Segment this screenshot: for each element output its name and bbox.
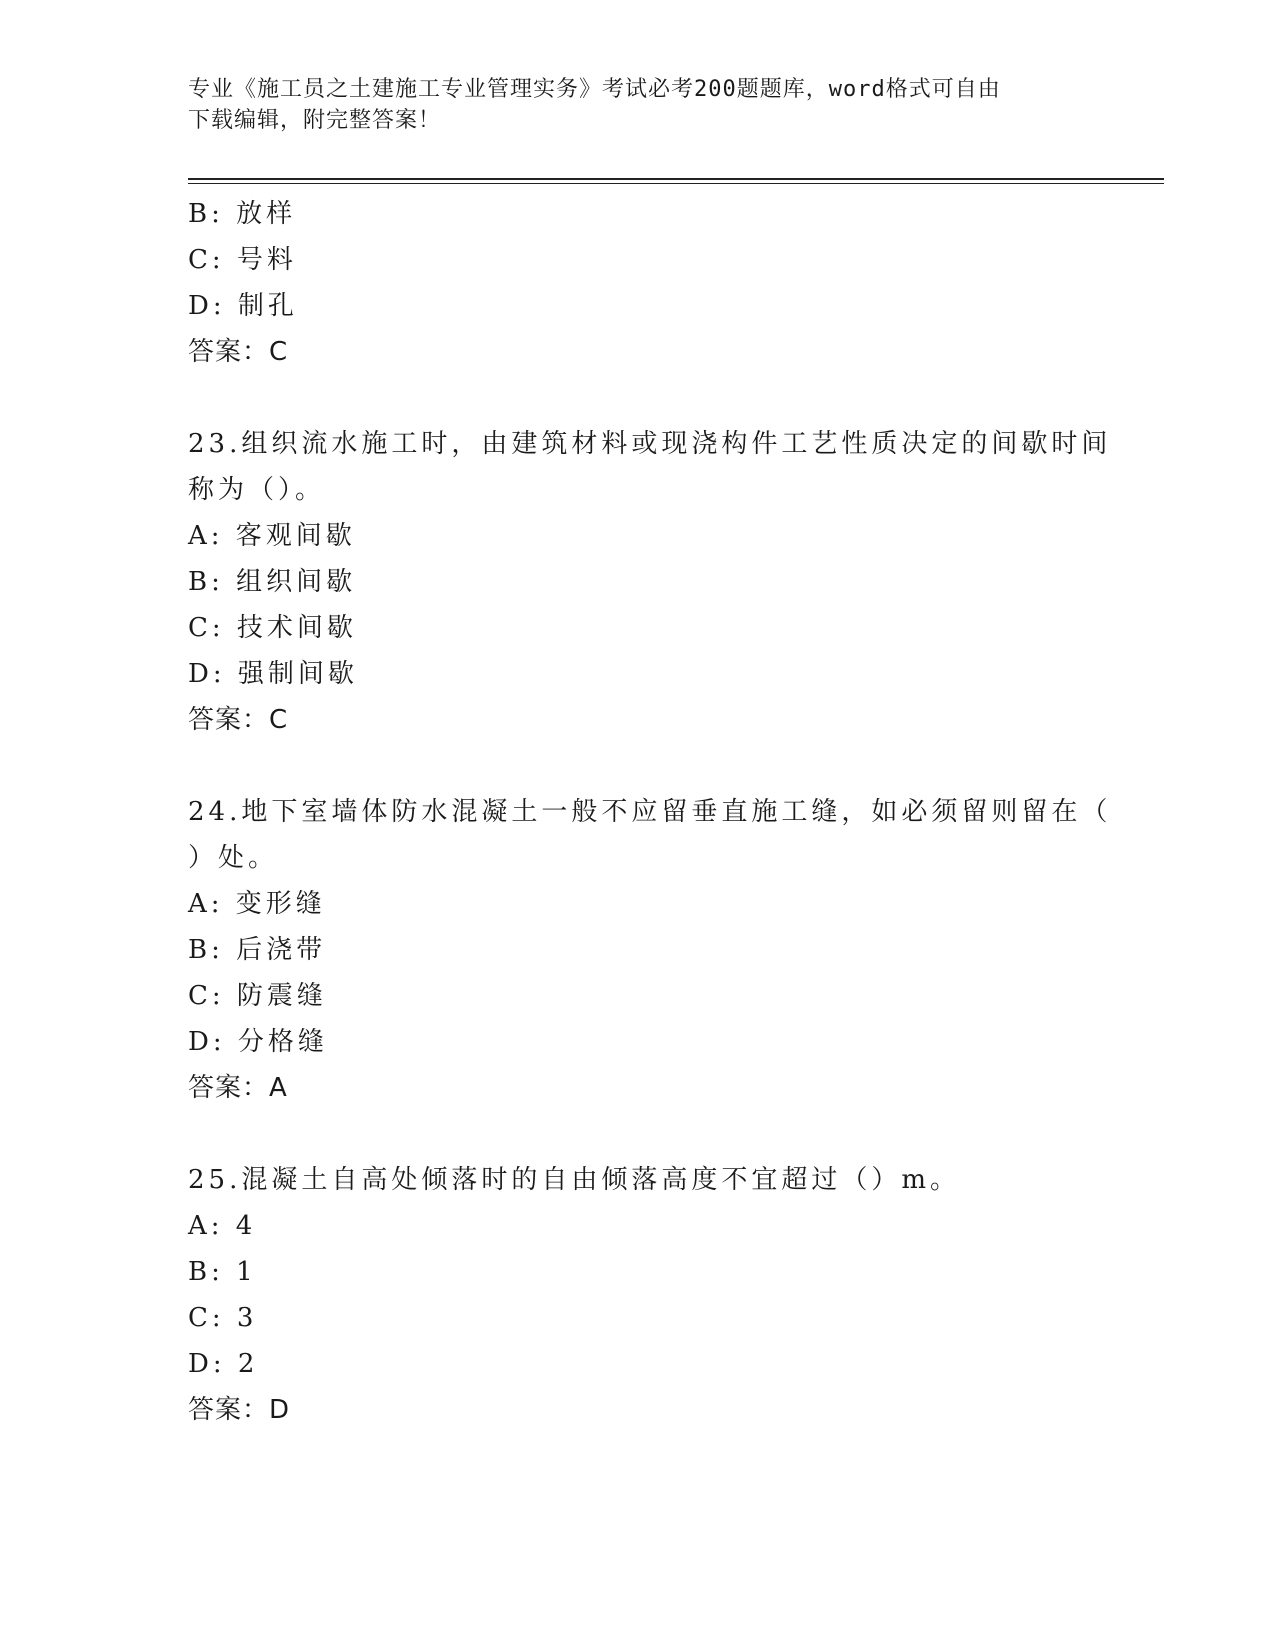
question-text: 24.地下室墙体防水混凝土一般不应留垂直施工缝，如必须留则留在（ bbox=[188, 797, 1112, 827]
option-c: C: 号料 bbox=[188, 245, 297, 275]
option-d: D: 制孔 bbox=[188, 291, 298, 321]
option-b: B: 组织间歇 bbox=[188, 567, 357, 597]
option-a: A: 4 bbox=[188, 1211, 257, 1241]
option-c: C: 3 bbox=[188, 1303, 258, 1333]
option-d: D: 分格缝 bbox=[188, 1027, 328, 1057]
option-b: B: 1 bbox=[188, 1257, 257, 1287]
header-line-1: 专业《施工员之土建施工专业管理实务》考试必考200题题库，word格式可自由 bbox=[188, 77, 1001, 102]
question-23 bbox=[188, 421, 1112, 743]
option-b: B: 放样 bbox=[188, 199, 297, 229]
option-d: D: 2 bbox=[188, 1349, 259, 1379]
header-divider-thin bbox=[188, 183, 1164, 184]
answer-line: 答案：D bbox=[188, 1395, 291, 1425]
header-divider-thick bbox=[188, 178, 1164, 180]
answer-line: 答案：A bbox=[188, 1073, 288, 1103]
answer-line: 答案：C bbox=[188, 705, 289, 735]
carry-over-block bbox=[188, 191, 1088, 375]
question-text: 25.混凝土自高处倾落时的自由倾落高度不宜超过（）m。 bbox=[188, 1165, 961, 1195]
option-a: A: 变形缝 bbox=[188, 889, 326, 919]
question-24 bbox=[188, 789, 1112, 1111]
question-25 bbox=[188, 1157, 1088, 1433]
option-c: C: 技术间歇 bbox=[188, 613, 357, 643]
page-header bbox=[188, 74, 1088, 136]
question-text-cont: ）处。 bbox=[188, 843, 279, 873]
question-text: 23.组织流水施工时，由建筑材料或现浇构件工艺性质决定的间歇时间 bbox=[188, 429, 1112, 459]
header-line-2: 下载编辑，附完整答案！ bbox=[188, 108, 442, 133]
option-b: B: 后浇带 bbox=[188, 935, 327, 965]
question-content bbox=[188, 191, 1112, 1433]
option-d: D: 强制间歇 bbox=[188, 659, 358, 689]
option-c: C: 防震缝 bbox=[188, 981, 327, 1011]
option-a: A: 客观间歇 bbox=[188, 521, 356, 551]
answer-line: 答案：C bbox=[188, 337, 289, 367]
question-text-cont: 称为（）。 bbox=[188, 475, 326, 505]
